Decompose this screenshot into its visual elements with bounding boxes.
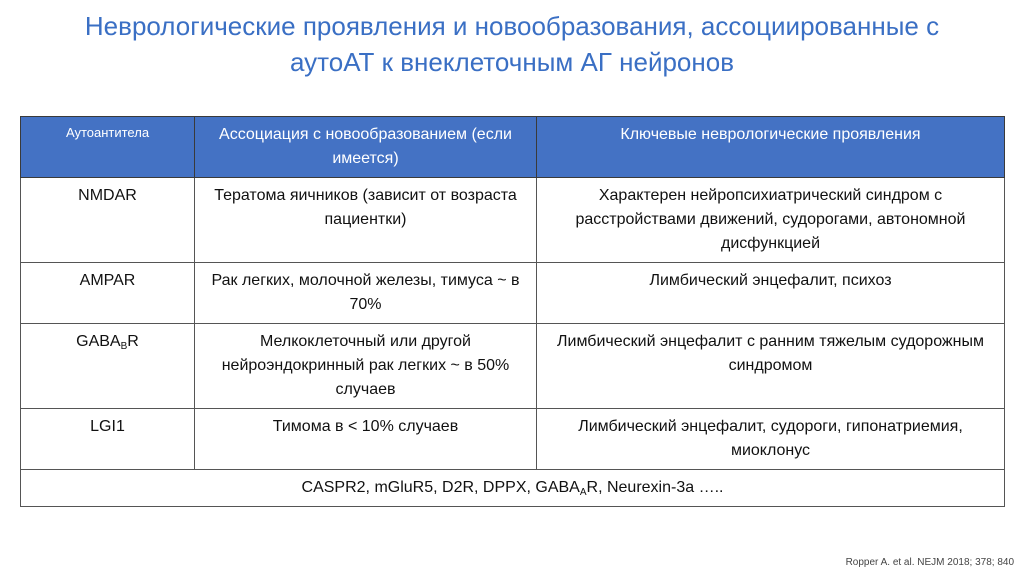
- header-neuro-manifestations: Ключевые неврологические проявления: [537, 117, 1005, 178]
- other-antibodies-cell: [21, 470, 1005, 507]
- table-footer-row: [21, 470, 1005, 507]
- header-tumor-association: Ассоциация с новообразованием (если имеется): [195, 117, 537, 178]
- tumor-cell: Мелкоклеточный или другой нейроэндокринный рак легких ~ в 50% случаев: [195, 324, 537, 409]
- manifestations-cell: Лимбический энцефалит с ранним тяжелым судорожным синдромом: [537, 324, 1005, 409]
- slide-title: Неврологические проявления и новообразования, ассоциированные с аутоАТ к внеклеточным АГ нейронов: [84, 11, 940, 77]
- tumor-cell: Тимома в < 10% случаев: [195, 409, 537, 470]
- table-row: [21, 263, 1005, 324]
- manifestations-cell: Лимбический энцефалит, психоз: [537, 263, 1005, 324]
- table-row: [21, 409, 1005, 470]
- table-row: [21, 178, 1005, 263]
- other-antibodies-prefix: CASPR2, mGluR5, D2R, DPPX, GABA: [301, 479, 580, 496]
- other-antibodies-suffix: R, Neurexin-3a …..: [586, 479, 724, 496]
- antibody-cell: AMPAR: [21, 263, 195, 324]
- table-row: [21, 324, 1005, 409]
- citation: Ropper A. et al. NEJM 2018; 378; 840: [845, 557, 1014, 568]
- antibody-cell: [21, 324, 195, 409]
- antibody-cell: NMDAR: [21, 178, 195, 263]
- tumor-cell: Рак легких, молочной железы, тимуса ~ в 70%: [195, 263, 537, 324]
- antibody-subscript: B: [120, 341, 128, 352]
- manifestations-cell: Характерен нейропсихиатрический синдром с расстройствами движений, судорогами, автономной дисфункцией: [537, 178, 1005, 263]
- antibody-table: [20, 116, 1005, 507]
- other-antibodies-subscript: A: [579, 487, 587, 498]
- tumor-cell: Тератома яичников (зависит от возраста пациентки): [195, 178, 537, 263]
- antibody-suffix: R: [127, 333, 139, 350]
- manifestations-cell: Лимбический энцефалит, судороги, гипонатриемия, миоклонус: [537, 409, 1005, 470]
- table-header-row: [21, 117, 1005, 178]
- antibody-main: GABA: [76, 333, 121, 350]
- antibody-cell: LGI1: [21, 409, 195, 470]
- header-antibodies: Аутоантитела: [21, 117, 195, 178]
